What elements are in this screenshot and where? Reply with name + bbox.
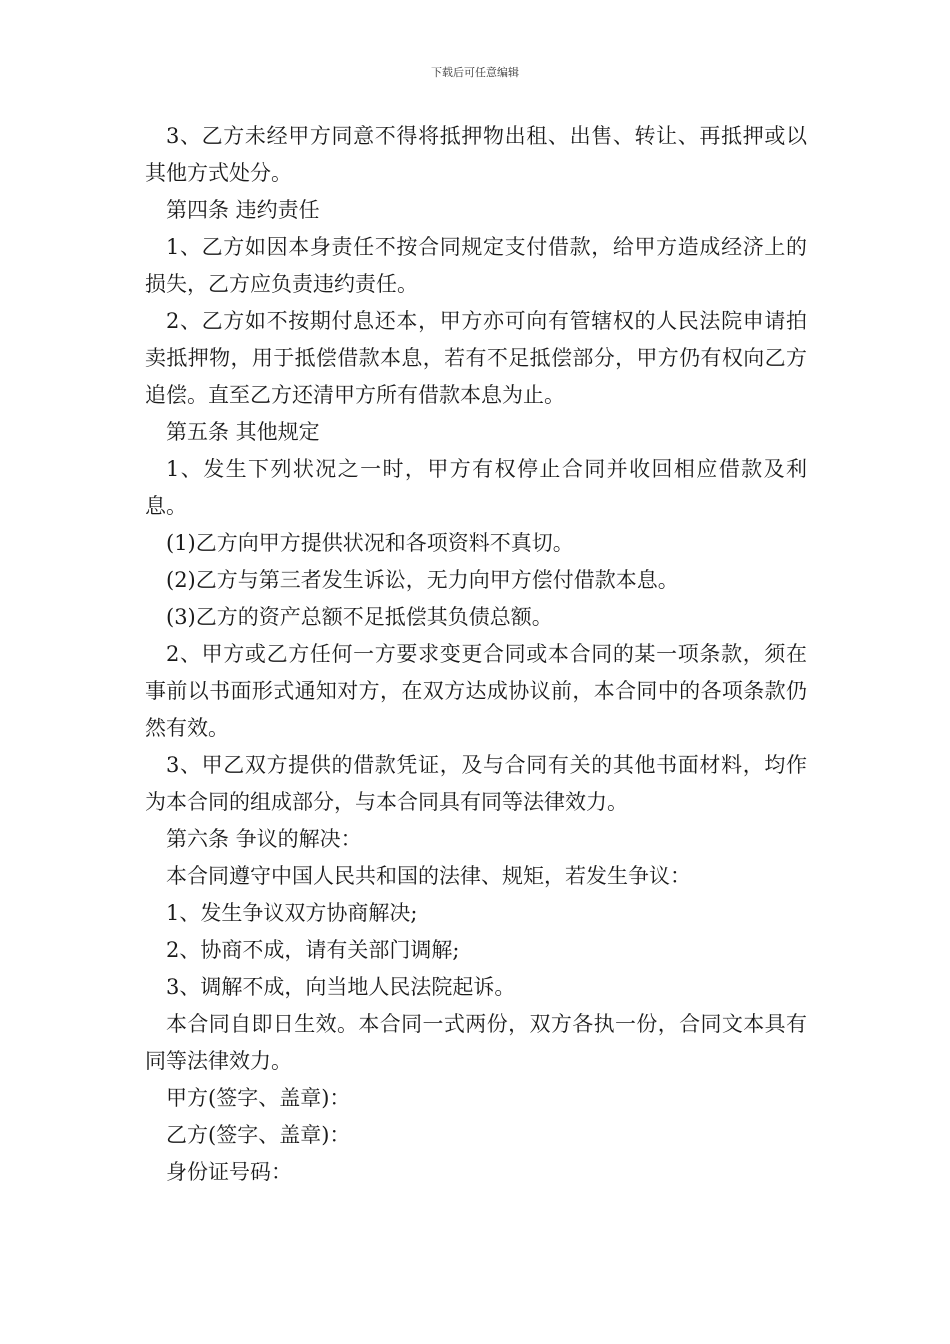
article-6-intro: 本合同遵守中国人民共和国的法律、规矩，若发生争议： bbox=[166, 864, 691, 888]
party-a-signature-line: 甲方(签字、盖章)： bbox=[166, 1086, 351, 1110]
article-5-subitem-3: (3)乙方的资产总额不足抵偿其负债总额。 bbox=[166, 605, 553, 629]
article-5-heading: 第五条 其他规定 bbox=[166, 420, 320, 444]
article-5-subitem-2: (2)乙方与第三者发生诉讼，无力向甲方偿付借款本息。 bbox=[166, 568, 679, 592]
article-4-item-2: 2、乙方如不按期付息还本，甲方亦可向有管辖权的人民法院申请拍卖抵押物，用于抵偿借款本息，若有不足抵偿部分，甲方仍有权向乙方追偿。直至乙方还清甲方所有借款本息为止。 bbox=[145, 309, 807, 407]
article-6-item-3: 3、调解不成，向当地人民法院起诉。 bbox=[166, 975, 516, 999]
article-6-item-2: 2、协商不成，请有关部门调解; bbox=[166, 938, 460, 962]
page-header: 下载后可任意编辑 bbox=[431, 66, 519, 79]
effective-clause: 本合同自即日生效。本合同一式两份，双方各执一份，合同文本具有同等法律效力。 bbox=[145, 1012, 807, 1073]
article-5-subitem-1: (1)乙方向甲方提供状况和各项资料不真切。 bbox=[166, 531, 574, 555]
clause-3-no-disposal: 3、乙方未经甲方同意不得将抵押物出租、出售、转让、再抵押或以其他方式处分。 bbox=[145, 124, 807, 185]
article-4-heading: 第四条 违约责任 bbox=[166, 198, 320, 222]
article-5-item-2: 2、甲方或乙方任何一方要求变更合同或本合同的某一项条款，须在事前以书面形式通知对方，在双方达成协议前，本合同中的各项条款仍然有效。 bbox=[145, 642, 807, 740]
document-body bbox=[145, 118, 807, 1191]
article-5-item-3: 3、甲乙双方提供的借款凭证，及与合同有关的其他书面材料，均作为本合同的组成部分，与本合同具有同等法律效力。 bbox=[145, 753, 807, 814]
article-5-item-1: 1、发生下列状况之一时，甲方有权停止合同并收回相应借款及利息。 bbox=[145, 457, 807, 518]
id-number-line: 身份证号码： bbox=[166, 1160, 292, 1184]
article-6-heading: 第六条 争议的解决： bbox=[166, 827, 362, 851]
article-4-item-1: 1、乙方如因本身责任不按合同规定支付借款，给甲方造成经济上的损失，乙方应负责违约责任。 bbox=[145, 235, 807, 296]
party-b-signature-line: 乙方(签字、盖章)： bbox=[166, 1123, 351, 1147]
article-6-item-1: 1、发生争议双方协商解决; bbox=[166, 901, 418, 925]
